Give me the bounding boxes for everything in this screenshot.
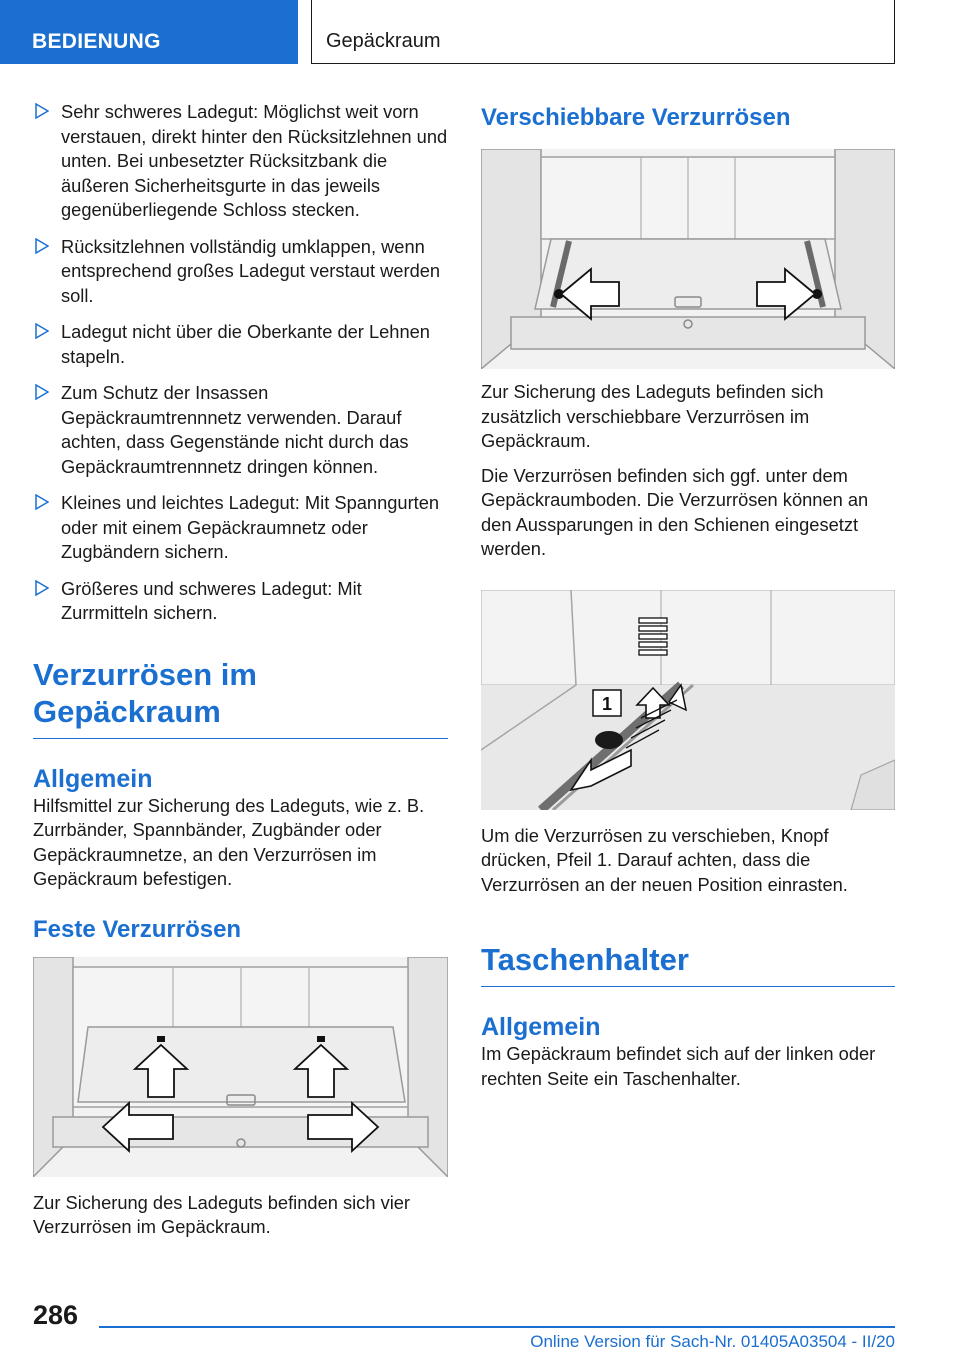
movable-text-2: Die Verzurrösen befinden sich ggf. unter dem Gepäckraumboden. Die Verzurrösen können an den Aussparungen in den Schienen eingesetzt werden. <box>481 464 869 559</box>
triangle-bullet-icon <box>35 238 49 254</box>
list-item-text: Zum Schutz der Insassen Gepäckraumtrennnetz verwenden. Darauf achten, dass Gegenstände nicht durch das Gepäckraumtrennnetz dringen können. <box>61 382 409 477</box>
list-item <box>33 235 448 309</box>
list-item-text: Kleines und leichtes Ladegut: Mit Spanngurten oder mit einem Gepäckraumnetz oder Zugbändern sichern. <box>61 492 440 562</box>
bag-general-heading: Allgemein <box>481 1013 601 1041</box>
list-item-text: Rücksitzlehnen vollständig umklappen, wenn entsprechend großes Ladegut verstaut werden soll. <box>61 235 441 306</box>
movable-caption: Um die Verzurrösen zu verschieben, Knopf drücken, Pfeil 1. Darauf achten, dass die Verzurrösen an der neuen Position einrasten. <box>481 824 848 895</box>
list-item <box>33 100 448 223</box>
movable-lashing-eyes-heading: Verschiebbare Verzurrösen <box>481 104 791 131</box>
arrow-number-label: 1 <box>601 693 613 714</box>
header-section-label: BEDIENUNG <box>32 30 161 53</box>
list-item <box>33 381 448 479</box>
header-chapter-box <box>311 0 895 64</box>
slide-lashing-eye-illustration <box>481 590 895 810</box>
movable-text-1: Zur Sicherung des Ladeguts befinden sich zusätzlich verschiebbare Verzurrösen im Gepäckraum. <box>481 381 824 451</box>
list-item-text: Sehr schweres Ladegut: Möglichst weit vorn verstauen, direkt hinter den Rücksitzlehnen und unten. Bei unbesetzter Rücksitzbank die äußeren Sicherheitsgurte in das jeweils gegenüberliegende Schloss stecken. <box>61 101 448 220</box>
page-number: 286 <box>33 1300 79 1330</box>
list-item <box>33 491 448 565</box>
footer-divider <box>99 1326 895 1328</box>
triangle-bullet-icon <box>35 384 49 400</box>
fixed-lashing-eyes-illustration <box>33 957 448 1177</box>
triangle-bullet-icon <box>35 103 49 119</box>
header-section-tab <box>0 0 298 64</box>
fixed-lashing-eyes-caption: Zur Sicherung des Ladeguts befinden sich vier Verzurrösen im Gepäckraum. <box>33 1191 411 1237</box>
general-text: Hilfsmittel zur Sicherung des Ladeguts, wie z. B. Zurrbänder, Spannbänder, Zugbänder oder Gepäckraumnetze, an den Verzurrösen im Gepäckraum befestigen. <box>33 794 425 889</box>
movable-lashing-eyes-illustration <box>481 149 895 369</box>
section-title-lashing-eyes: Verzurrösen im Gepäckraum <box>33 656 448 739</box>
right-column <box>481 100 895 1091</box>
bag-general-text: Im Gepäckraum befindet sich auf der linken oder rechten Seite ein Taschenhalter. <box>481 1043 876 1089</box>
list-item <box>33 577 448 626</box>
general-heading: Allgemein <box>33 764 153 793</box>
list-item-text: Größeres und schweres Ladegut: Mit Zurrmitteln sichern. <box>61 577 362 623</box>
left-column <box>33 100 448 1240</box>
header-chapter-label: Gepäckraum <box>326 30 441 52</box>
list-item-text: Ladegut nicht über die Oberkante der Lehnen stapeln. <box>61 321 430 367</box>
loading-tips-list <box>33 100 448 626</box>
triangle-bullet-icon <box>35 494 49 510</box>
list-item <box>33 320 448 369</box>
footer-version: Online Version für Sach-Nr. 01405A03504 - II/20 <box>530 1332 895 1351</box>
fixed-lashing-eyes-heading: Feste Verzurrösen <box>33 915 242 943</box>
triangle-bullet-icon <box>35 580 49 596</box>
triangle-bullet-icon <box>35 323 49 339</box>
section-title-bag-holder: Taschenhalter <box>481 941 895 987</box>
